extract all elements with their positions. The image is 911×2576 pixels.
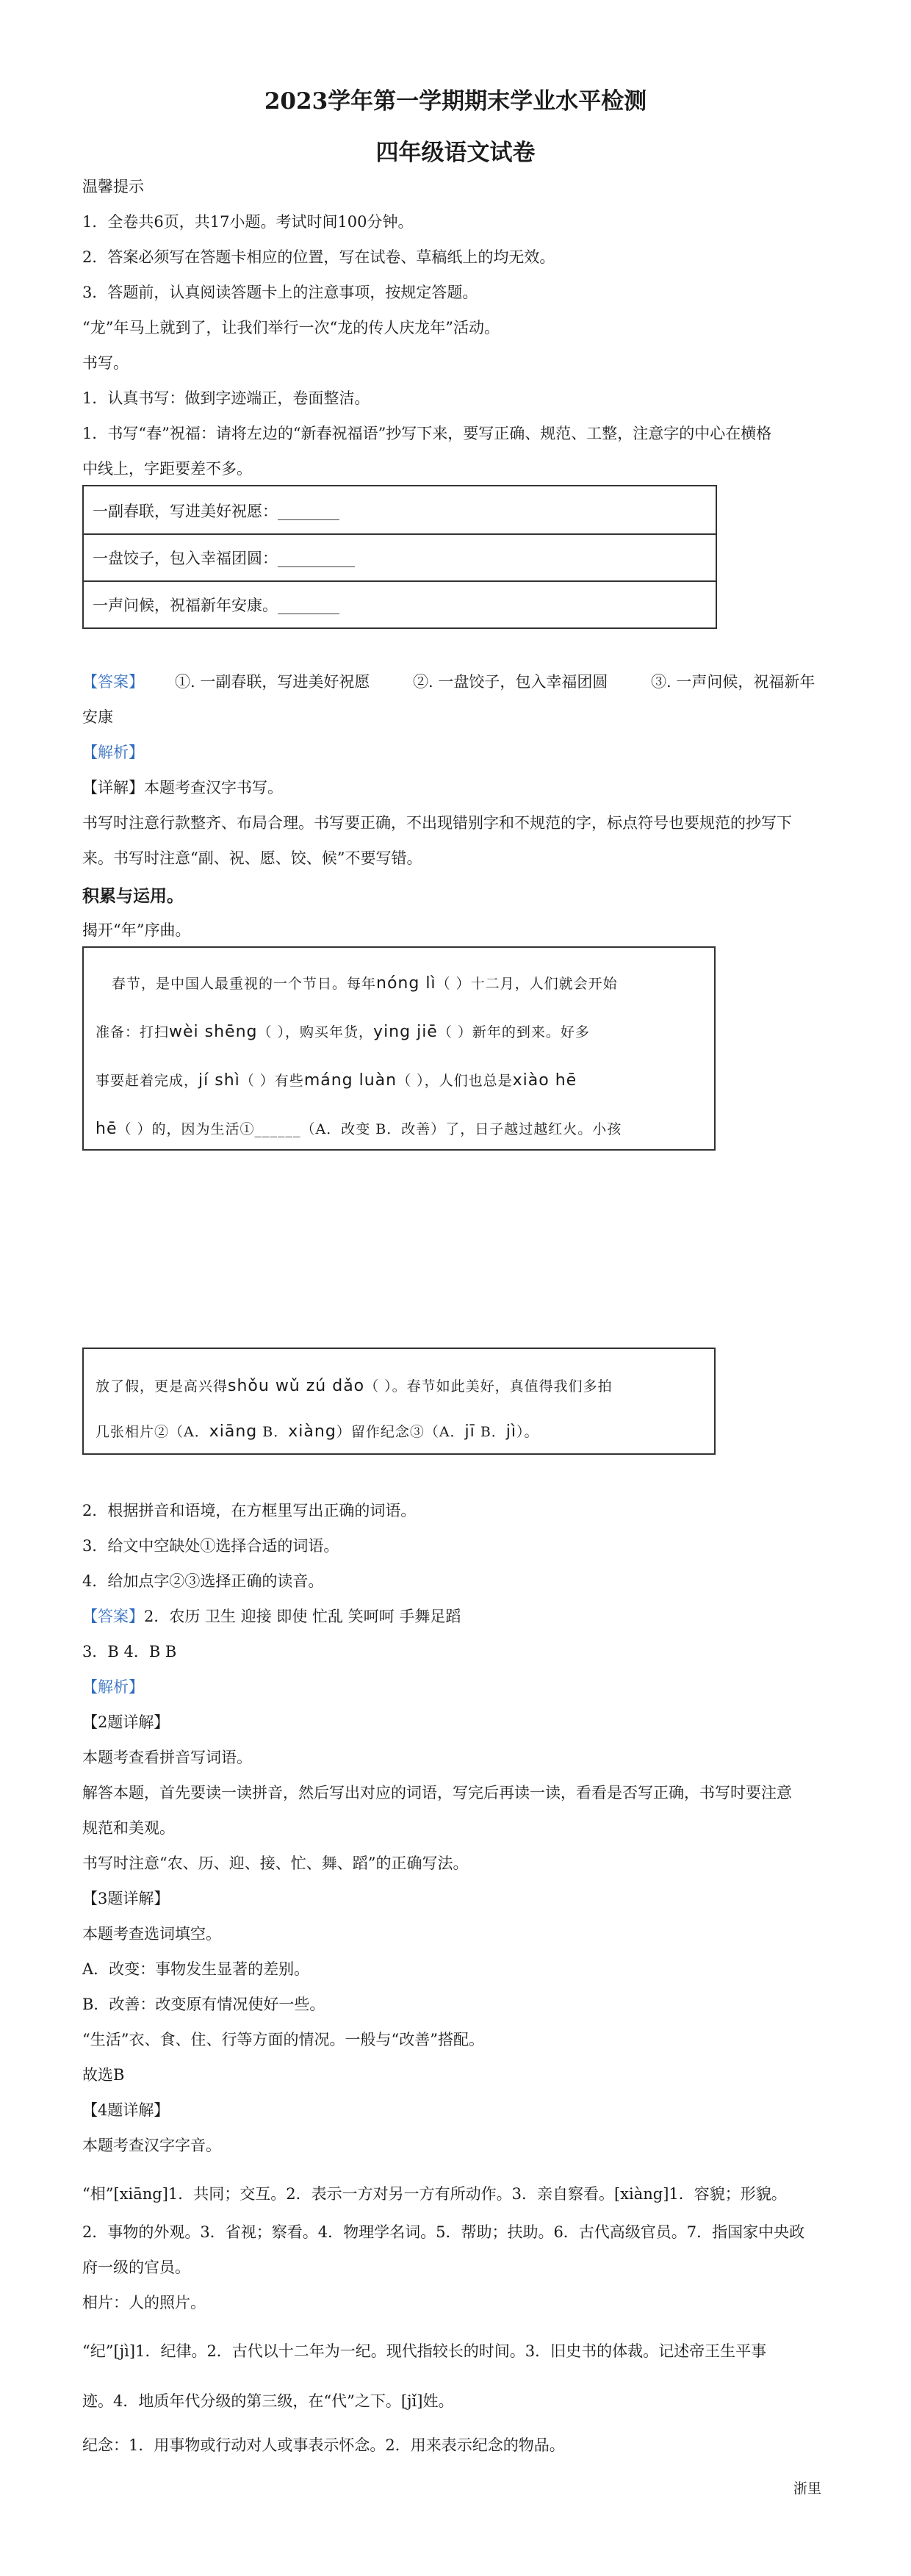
answer-label: 【答案】 [82, 673, 144, 691]
detail-text: 本题考查汉字字音。 [82, 2137, 221, 2154]
answer-part: ③. 一声问候，祝福新年 [651, 673, 815, 691]
answer-part: ①. 一副春联，写进美好祝愿 [175, 673, 370, 691]
detail-text: 书写时注意“农、历、迎、接、忙、舞、蹈”的正确写法。 [82, 1854, 469, 1872]
passage-line: 放了假，更是高兴得shǒu wǔ zú dǎo（ ）。春节如此美好，真值得我们多拍 [96, 1377, 613, 1395]
table-row [84, 582, 716, 627]
detail-text: 相片：人的照片。 [82, 2294, 206, 2311]
q3-detail-heading: 【3题详解】 [82, 1890, 170, 1907]
question-1-line2: 中线上，字距要差不多。 [82, 460, 252, 478]
answer-line-2: 3．B 4．B B [82, 1643, 177, 1661]
detail-text: 府一级的官员。 [82, 2259, 190, 2276]
q2-detail-heading: 【2题详解】 [82, 1713, 170, 1731]
detail-text: 规范和美观。 [82, 1819, 175, 1837]
detail-text: “相”[xiāng]1．共同；交互。2．表示一方对另一方有所动作。3．亲自察看。[xiàng]1．容貌；形貌。 [82, 2185, 787, 2203]
detail-text: A．改变：事物发生显著的差别。 [82, 1960, 310, 1978]
detail-text: 本题考查看拼音写词语。 [82, 1749, 252, 1766]
question-3: 3．给文中空缺处①选择合适的词语。 [82, 1537, 339, 1555]
pinyin: jī [464, 1422, 475, 1441]
activity-intro: “龙”年马上就到了，让我们举行一次“龙的传人庆龙年”活动。 [82, 319, 500, 337]
copy-table [82, 485, 717, 629]
table-row [84, 535, 716, 582]
accumulation-intro: 揭开“年”序曲。 [82, 921, 191, 939]
detail-text: 纪念：1．用事物或行动对人或事表示怀念。2．用来表示纪念的物品。 [82, 2436, 565, 2454]
pinyin: xiào hē [512, 1071, 577, 1090]
pinyin: ying jiē [373, 1023, 438, 1041]
table-row [84, 486, 716, 535]
tip-item: 3．答题前，认真阅读答题卡上的注意事项，按规定答题。 [82, 284, 478, 301]
writing-rule: 1．认真书写：做到字迹端正，卷面整洁。 [82, 389, 370, 407]
pinyin: jí shì [198, 1071, 240, 1090]
detail-text: 来。书写时注意“副、祝、愿、饺、候”不要写错。 [82, 849, 422, 867]
analysis-label: 【解析】 [82, 744, 144, 761]
section-accumulation: 积累与运用。 [82, 886, 184, 906]
answer-continued: 安康 [82, 708, 113, 726]
detail-text: 本题考查选词填空。 [82, 1925, 221, 1943]
detail-text: 解答本题，首先要读一读拼音，然后写出对应的词语，写完后再读一读，看看是否写正确，书写时要注意 [82, 1784, 792, 1802]
analysis-label: 【解析】 [82, 1678, 144, 1696]
tip-item: 2．答案必须写在答题卡相应的位置，写在试卷、草稿纸上的均无效。 [82, 248, 555, 266]
pinyin: nóng lì [376, 974, 436, 993]
question-1-line1: 1．书写“春”祝福：请将左边的“新春祝福语”抄写下来，要写正确、规范、工整，注意字的中心在横格 [82, 425, 772, 442]
pinyin: wèi shēng [169, 1023, 258, 1041]
passage-line: 春节，是中国人最重视的一个节日。每年nóng lì（ ）十二月，人们就会开始 [112, 974, 618, 993]
detail-text: 2．事物的外观。3．省视；察看。4．物理学名词。5．帮助；扶助。6．古代高级官员。7．指国家中央政 [82, 2223, 805, 2241]
tips-heading: 温馨提示 [82, 178, 144, 195]
pinyin: hē [96, 1120, 118, 1138]
pinyin: xiàng [288, 1422, 336, 1441]
detail-text: 迹。4．地质年代分级的第三级，在“代”之下。[jǐ]姓。 [82, 2392, 454, 2410]
pinyin: jì [505, 1422, 517, 1441]
table-cell: 一盘饺子，包入幸福团圆：__________ [93, 550, 355, 567]
detail-text: 故选B [82, 2066, 125, 2084]
detail-text: 书写时注意行款整齐、布局合理。书写要正确，不出现错别字和不规范的字，标点符号也要规范的抄写下 [82, 814, 792, 832]
pinyin: shǒu wǔ zú dǎo [228, 1377, 365, 1395]
passage-box-2 [82, 1348, 716, 1455]
exam-subtitle: 四年级语文试卷 [375, 140, 536, 166]
answer-part: ②. 一盘饺子，包入幸福团圆 [413, 673, 608, 691]
table-cell: 一声问候，祝福新年安康。________ [93, 597, 339, 614]
passage-line: 事要赶着完成，jí shì（ ）有些máng luàn（ ），人们也总是xiào hē [96, 1071, 577, 1090]
section-writing: 书写。 [82, 354, 129, 372]
passage-box-1 [82, 946, 716, 1151]
pinyin: xiāng [209, 1422, 258, 1441]
table-cell: 一副春联，写进美好祝愿：________ [93, 503, 339, 520]
passage-line: 准备：打扫wèi shēng（ ），购买年货，ying jiē（ ）新年的到来。好多 [96, 1023, 590, 1041]
q4-detail-heading: 【4题详解】 [82, 2101, 170, 2119]
question-2: 2．根据拼音和语境，在方框里写出正确的词语。 [82, 1502, 417, 1519]
answer-text: 2．农历 卫生 迎接 即使 忙乱 笑呵呵 手舞足蹈 [144, 1608, 461, 1625]
answer-line [82, 1609, 461, 1625]
answer-label: 【答案】 [82, 1608, 144, 1625]
question-4: 4．给加点字②③选择正确的读音。 [82, 1572, 324, 1590]
passage-line: 几张相片②（A．xiāng B．xiàng）留作纪念③（A．jī B．jì）。 [96, 1422, 539, 1441]
tip-item: 1．全卷共6页，共17小题。考试时间100分钟。 [82, 213, 414, 231]
detail-heading: 【详解】本题考查汉字书写。 [82, 779, 283, 796]
passage-line: hē（ ）的，因为生活①______（A．改变 B．改善）了，日子越过越红火。小孩 [96, 1120, 622, 1138]
footer-region: 浙里 [793, 2480, 822, 2497]
detail-text: “生活”衣、食、住、行等方面的情况。一般与“改善”搭配。 [82, 2031, 484, 2048]
detail-text: “纪”[jì]1．纪律。2．古代以十二年为一纪。现代指较长的时间。3．旧史书的体裁。记述帝王生平事 [82, 2342, 767, 2360]
exam-title: 2023学年第一学期期末学业水平检测 [264, 88, 647, 115]
pinyin: máng luàn [303, 1071, 397, 1090]
detail-text: B．改善：改变原有情况使好一些。 [82, 1996, 325, 2013]
